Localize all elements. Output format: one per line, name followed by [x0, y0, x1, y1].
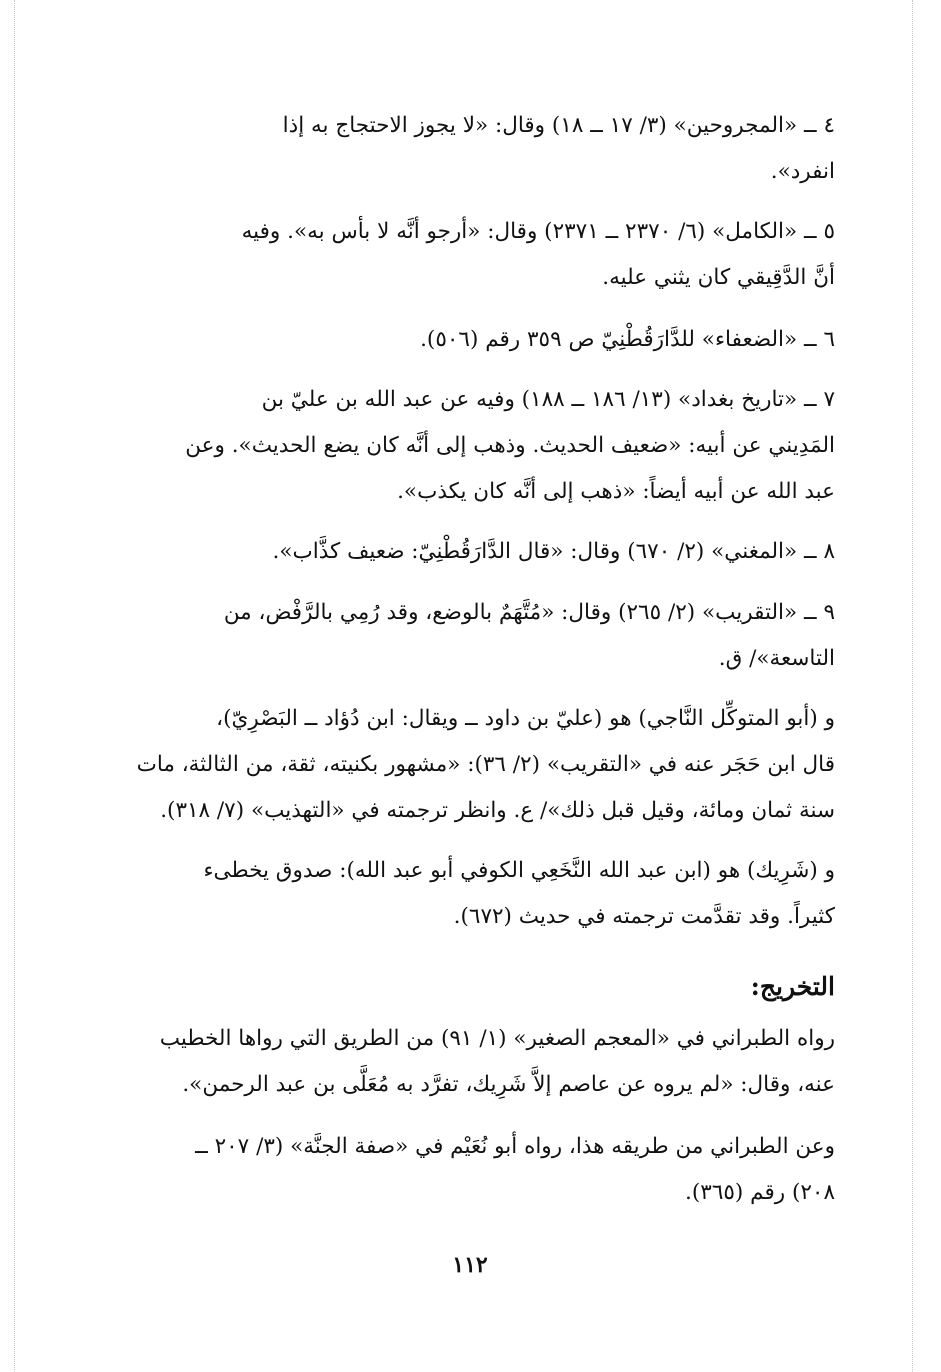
narrator-1-line-1: و (أبو المتوكِّل النَّاجي) هو (عليّ بن داود ــ ويقال: ابن دُؤاد ــ البَصْرِيّ)، — [216, 706, 835, 731]
footnote-6 — [100, 317, 835, 363]
footnote-7-line-1: ٧ ــ «تاريخ بغداد» (١٣/ ١٨٦ ــ ١٨٨) وفيه عن عبد الله بن عليّ بن — [261, 387, 835, 412]
takhrij-p2-line-2: ٢٠٨) رقم (٣٦٥). — [685, 1180, 835, 1205]
footnote-4-line-1: ٤ ــ «المجروحين» (٣/ ١٧ ــ ١٨) وقال: «لا يجوز الاحتجاج به إذا — [282, 113, 835, 138]
takhrij-paragraph-1 — [100, 1016, 835, 1108]
footnote-8-line-1: ٨ ــ «المغني» (٢/ ٦٧٠) وقال: «قال الدَّارَقُطْنِيّ: ضعيف كذَّاب». — [272, 539, 835, 564]
page-number: ١١٢ — [452, 1252, 488, 1278]
takhrij-paragraph-2 — [100, 1124, 835, 1216]
footnote-4 — [100, 103, 835, 195]
narrator-2-line-1: و (شَرِيك) هو (ابن عبد الله النَّخَعِي الكوفي أبو عبد الله): صدوق يخطىء — [203, 858, 835, 883]
narrator-2-line-2: كثيراً. وقد تقدَّمت ترجمته في حديث (٦٧٢). — [453, 904, 835, 929]
takhrij-p2-line-1: وعن الطبراني من طريقه هذا، رواه أبو نُعَيْم في «صفة الجنَّة» (٣/ ٢٠٧ ــ — [195, 1134, 835, 1159]
footnote-7 — [100, 377, 835, 515]
narrator-sharik — [100, 848, 835, 940]
left-margin-guide — [14, 0, 15, 1372]
footnote-4-line-2: انفرد». — [770, 159, 835, 184]
narrator-1-line-2: قال ابن حَجَر عنه في «التقريب» (٢/ ٣٦): «مشهور بكنيته، ثقة، من الثالثة، مات — [136, 752, 835, 777]
right-margin-guide — [912, 0, 913, 1372]
footnote-5-line-2: أنَّ الدَّقِيقي كان يثني عليه. — [602, 265, 835, 290]
footnote-5 — [100, 209, 835, 301]
takhrij-heading: التخريج: — [750, 972, 835, 1001]
footnote-6-line-1: ٦ ــ «الضعفاء» للدَّارَقُطْنِيّ ص ٣٥٩ رقم (٥٠٦). — [420, 327, 835, 352]
narrator-abu-al-mutawakkil — [100, 696, 835, 834]
footnote-5-line-1: ٥ ــ «الكامل» (٦/ ٢٣٧٠ ــ ٢٣٧١) وقال: «أرجو أنَّه لا بأس به». وفيه — [241, 219, 835, 244]
footnote-8 — [100, 529, 835, 575]
footnote-7-line-2: المَدِيني عن أبيه: «ضعيف الحديث. وذهب إلى أنَّه كان يضع الحديث». وعن — [185, 433, 835, 458]
takhrij-p1-line-1: رواه الطبراني في «المعجم الصغير» (١/ ٩١) من الطريق التي رواها الخطيب — [159, 1026, 835, 1051]
footnote-9-line-2: التاسعة»/ ق. — [718, 646, 835, 671]
narrator-1-line-3: سنة ثمان ومائة، وقيل قبل ذلك»/ ع. وانظر ترجمته في «التهذيب» (٧/ ٣١٨). — [160, 798, 835, 823]
footnote-7-line-3: عبد الله عن أبيه أيضاً: «ذهب إلى أنَّه كان يكذب». — [397, 479, 835, 504]
takhrij-p1-line-2: عنه، وقال: «لم يروه عن عاصم إلاَّ شَرِيك، تفرَّد به مُعَلَّى بن عبد الرحمن». — [182, 1072, 835, 1097]
footnote-9-line-1: ٩ ــ «التقريب» (٢/ ٢٦٥) وقال: «مُتَّهَمٌ بالوضع، وقد رُمِي بالرَّفْض، من — [223, 600, 835, 625]
footnote-9 — [100, 590, 835, 682]
